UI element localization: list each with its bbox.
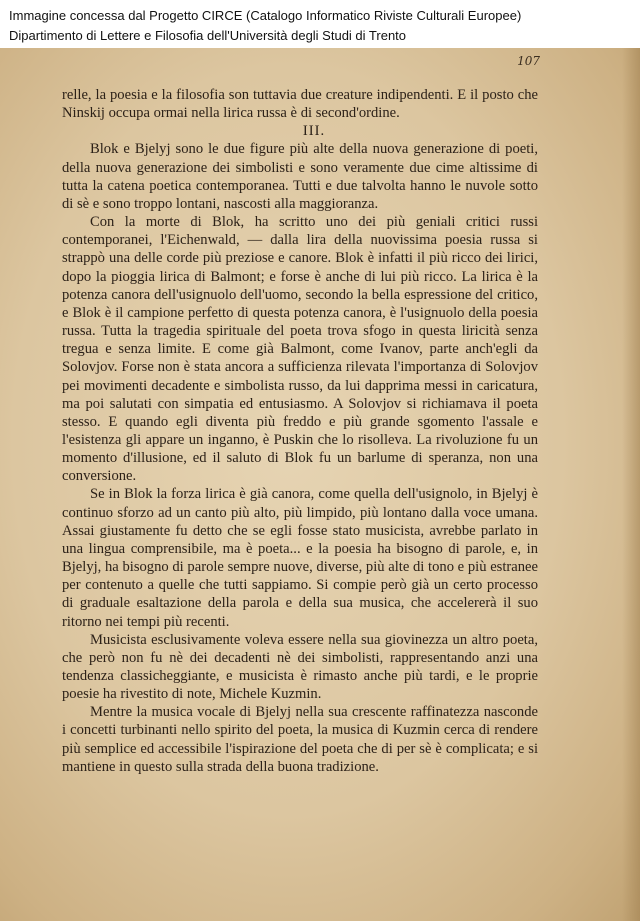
scanned-book-page (0, 48, 640, 921)
credit-line-project: Immagine concessa dal Progetto CIRCE (Catalogo Informatico Riviste Culturali Europee) (9, 8, 522, 23)
paragraph: Blok e Bjelyj sono le due figure più alte della nuova generazione di poeti, della nuova generazione dei simbolisti e sono veramente due cime altissime di tutta la catena poetica contemporanea. Tutti e due talvolta hanno le nuvole sotto di sè e sono troppo lontani, nascosti alla maggioranza. (62, 141, 538, 212)
page-number: 107 (517, 54, 540, 68)
opening-paragraph: relle, la poesia e la filosofia son tuttavia due creature indipendenti. E il posto che Ninskij occupa ormai nella lirica russa è di second'ordine. (62, 87, 538, 122)
section-heading: III. (302, 123, 326, 140)
page-edge-shadow (622, 48, 640, 921)
paragraph: Mentre la musica vocale di Bjelyj nella sua crescente raffinatezza nasconde i concetti turbinanti nello spirito del poeta, la musica di Kuzmin cerca di rendere più semplice ed accessibile l'ispirazione del poeta che di per sè è complicata; e si mantiene in questo sulla strada della buona tradizione. (62, 704, 538, 775)
paragraph: Con la morte di Blok, ha scritto uno dei più geniali critici russi contemporanei, l'Eichenwald, — dalla lira della nuovissima poesia russa si strappò una delle corde più preziose e canore. Blok è infatti il più ricco dei lirici, dopo la pioggia lirica di Balmont; e forse è anche di lui più ricco. La lirica è la potenza canora dell'usignuolo dell'uomo, secondo la bella espressione del critico, e Blok è il campione perfetto di questa potenza canora, è l'usignuolo della poesia russa. Tutta la tragedia spirituale del poeta trova sfogo in questa liricità senza tregua e senza limite. E come già Balmont, come Ivanov, parte anch'egli da Solovjov. Forse non è stata ancora a sufficienza rilevata l'importanza di Solovjov pei movimenti decadente e simbolista russo, da lui dapprima messi in caricatura, ma poi salutati con simpatia ed entusiasmo. A Solovjov si richiamava il poeta stesso. E quando egli diventa più freddo e più grande sgomento l'assale e l'esistenza gli appare un inganno, è Puskin che lo risolleva. La rivoluzione fu un momento d'illusione, ed il saluto di Blok fu un barlume di speranza, non una conversione. (62, 214, 538, 485)
credit-line-department: Dipartimento di Lettere e Filosofia dell'Università degli Studi di Trento (9, 28, 407, 43)
image-credit-banner (0, 0, 640, 48)
paragraph: Se in Blok la forza lirica è già canora, come quella dell'usignolo, in Bjelyj è continuo sforzo ad un canto più alto, più limpido, più lontano dalla voce umana. Assai giustamente fu detto che se egli fosse stato musicista, avrebbe parlato in una lingua comprensibile, ma è poeta... e la poesia ha bisogno di parole, e, in Bjelyj, ha bisogno di parole sempre nuove, diverse, più alte di tono e più estranee per contenuto a quelle che tutti sappiamo. Si compie però già un certo processo di graduale esaltazione della parola e della sua musica, che accelererà il suo ritorno nei tempi più recenti. (62, 486, 538, 630)
body-text (62, 86, 538, 776)
paragraph: Musicista esclusivamente voleva essere nella sua giovinezza un altro poeta, che però non fu nè dei decadenti nè dei simbolisti, rappresentando anzi una tendenza classicheggiante, e musicista è rimasto anche più tardi, e le proprie poesie ha rivestito di note, Michele Kuzmin. (62, 631, 538, 703)
